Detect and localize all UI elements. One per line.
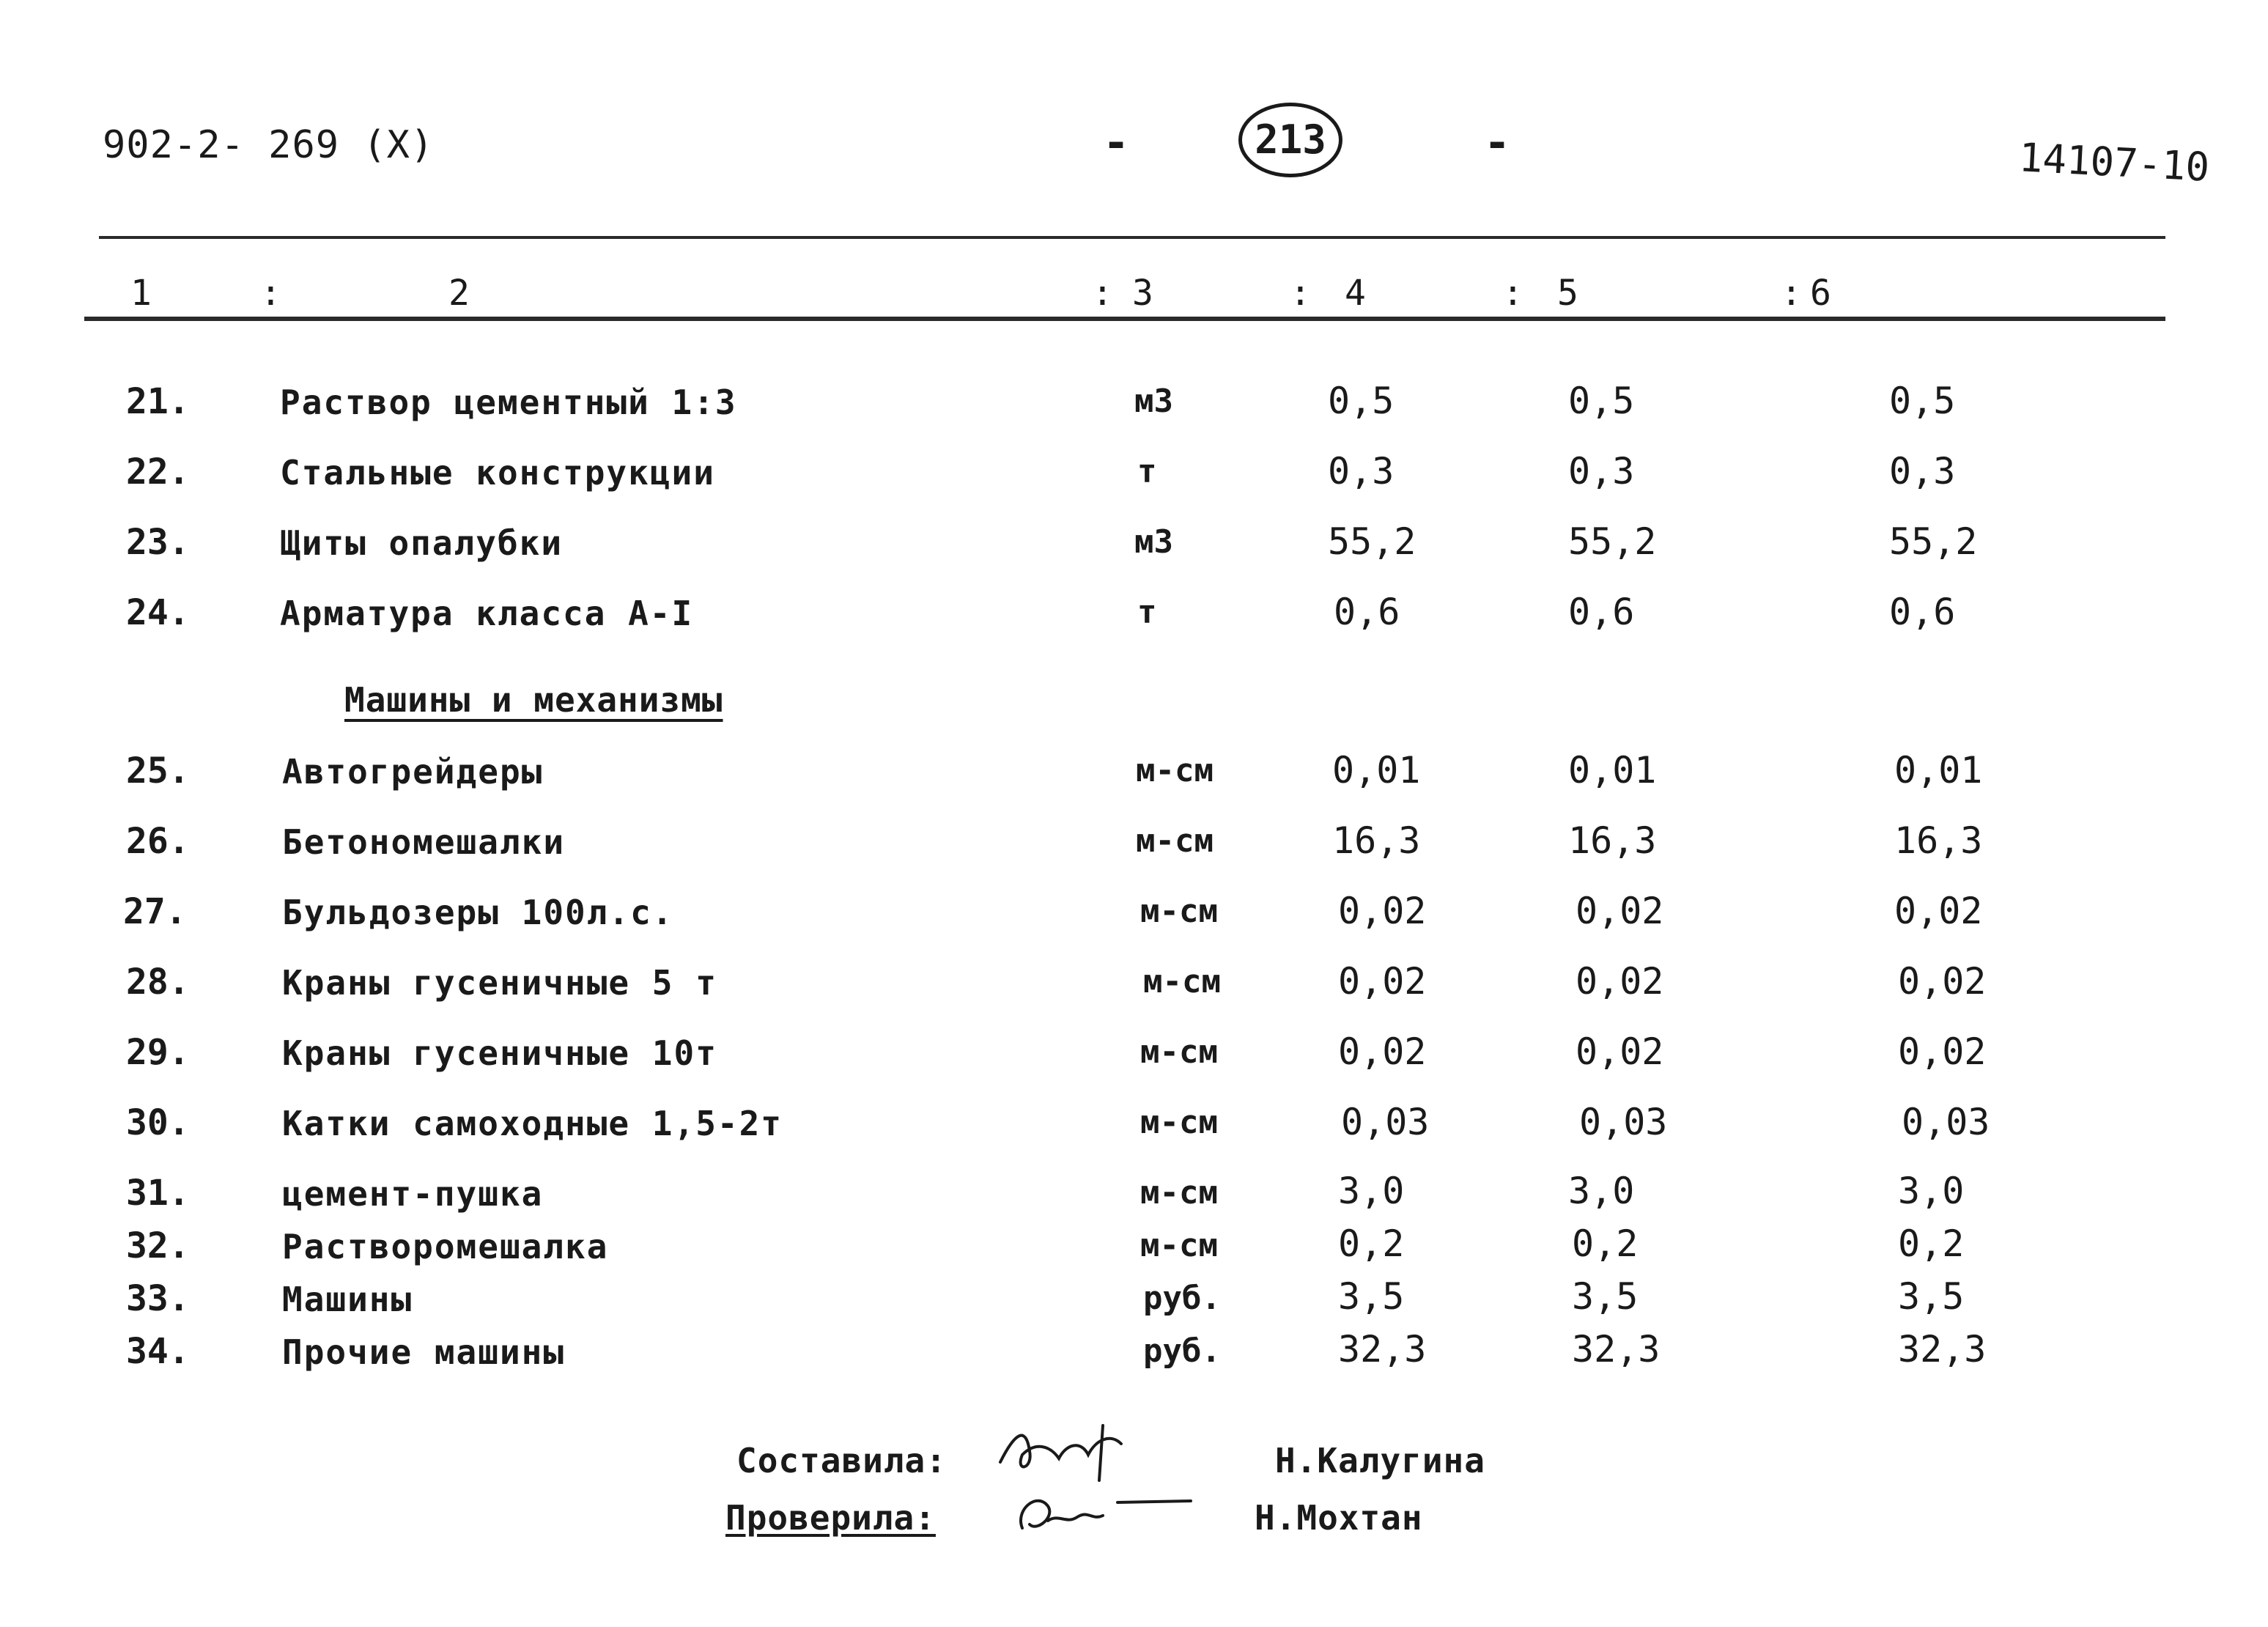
column-header-1: 1 — [130, 273, 152, 314]
row-value-col6: 0,3 — [1889, 450, 1956, 492]
row-value-col4: 32,3 — [1338, 1328, 1427, 1370]
row-value-col5: 0,03 — [1579, 1101, 1668, 1143]
row-value-col6: 0,5 — [1889, 380, 1956, 422]
column-header-2: 2 — [448, 273, 470, 314]
row-number: 21. — [126, 381, 190, 422]
row-value-col6: 55,2 — [1889, 520, 1978, 563]
row-value-col4: 0,02 — [1338, 1030, 1427, 1073]
table-header-rule — [84, 317, 2165, 321]
row-value-col6: 0,02 — [1898, 960, 1987, 1003]
row-value-col5: 0,2 — [1572, 1222, 1639, 1265]
column-separator: : — [1290, 273, 1311, 314]
row-name: Бетономешалки — [282, 822, 566, 862]
row-value-col5: 0,5 — [1568, 380, 1635, 422]
signature-name-compiled: Н.Калугина — [1275, 1441, 1485, 1480]
row-unit: м3 — [1134, 383, 1173, 420]
row-value-col4: 0,5 — [1328, 380, 1395, 422]
row-number: 29. — [126, 1032, 190, 1073]
row-value-col5: 16,3 — [1568, 819, 1657, 862]
signature-label-compiled: Составила: — [736, 1441, 947, 1480]
row-unit: м-см — [1140, 1227, 1218, 1264]
column-separator: : — [260, 273, 281, 314]
row-value-col6: 0,02 — [1898, 1030, 1987, 1073]
section-title-machines: Машины и механизмы — [344, 680, 723, 720]
row-unit: м3 — [1134, 523, 1173, 561]
signature-label-checked: Проверила: — [725, 1498, 936, 1538]
row-value-col5: 3,0 — [1568, 1170, 1635, 1212]
column-header-3: 3 — [1132, 273, 1153, 314]
row-number: 24. — [126, 592, 190, 633]
row-value-col5: 3,5 — [1572, 1275, 1639, 1318]
header-dash-right: - — [1484, 117, 1511, 169]
row-value-col6: 32,3 — [1898, 1328, 1987, 1370]
handwritten-signature-icon — [1008, 1488, 1198, 1539]
row-name: Растворомешалка — [282, 1227, 609, 1266]
row-value-col4: 16,3 — [1332, 819, 1421, 862]
row-value-col6: 0,6 — [1889, 591, 1956, 633]
row-unit: т — [1137, 594, 1157, 631]
row-value-col6: 0,02 — [1894, 890, 1983, 932]
row-value-col6: 16,3 — [1894, 819, 1983, 862]
row-name: Катки самоходные 1,5-2т — [282, 1104, 783, 1143]
row-name: Прочие машины — [282, 1332, 566, 1372]
row-unit: м-см — [1136, 752, 1214, 789]
page-number-circled: 213 — [1238, 103, 1342, 177]
handwritten-signature-icon — [993, 1418, 1139, 1484]
row-value-col5: 0,6 — [1568, 591, 1635, 633]
row-value-col5: 32,3 — [1572, 1328, 1661, 1370]
row-number: 31. — [126, 1173, 190, 1214]
row-number: 23. — [126, 522, 190, 563]
row-name: Машины — [282, 1280, 413, 1319]
row-value-col4: 0,01 — [1332, 749, 1421, 792]
row-number: 27. — [123, 891, 187, 932]
table-top-rule — [99, 236, 2165, 239]
row-unit: т — [1137, 453, 1157, 490]
row-value-col5: 0,02 — [1576, 890, 1664, 932]
row-name: Арматура класса А-I — [280, 594, 694, 633]
row-value-col4: 0,02 — [1338, 960, 1427, 1003]
row-unit: м-см — [1140, 1174, 1218, 1211]
row-value-col6: 3,0 — [1898, 1170, 1965, 1212]
row-number: 25. — [126, 750, 190, 792]
row-value-col5: 0,02 — [1576, 1030, 1664, 1073]
row-value-col4: 0,3 — [1328, 450, 1395, 492]
row-number: 22. — [126, 451, 190, 492]
column-header-5: 5 — [1557, 273, 1578, 314]
row-number: 26. — [126, 821, 190, 862]
row-value-col4: 3,5 — [1338, 1275, 1405, 1318]
row-value-col4: 0,2 — [1338, 1222, 1405, 1265]
row-value-col5: 55,2 — [1568, 520, 1657, 563]
column-separator: : — [1781, 273, 1802, 314]
sheet-number: 14107-10 — [2017, 134, 2211, 191]
row-name: Краны гусеничные 5 т — [282, 963, 717, 1003]
row-name: Краны гусеничные 10т — [282, 1033, 717, 1073]
row-value-col5: 0,01 — [1568, 749, 1657, 792]
row-value-col4: 0,03 — [1341, 1101, 1430, 1143]
row-name: Щиты опалубки — [280, 523, 564, 563]
row-value-col4: 0,02 — [1338, 890, 1427, 932]
row-unit: руб. — [1143, 1332, 1221, 1370]
row-name: Автогрейдеры — [282, 752, 544, 792]
row-number: 30. — [126, 1102, 190, 1143]
row-name: Стальные конструкции — [280, 453, 715, 492]
row-unit: м-см — [1143, 963, 1221, 1000]
row-value-col6: 0,03 — [1902, 1101, 1990, 1143]
row-value-col5: 0,3 — [1568, 450, 1635, 492]
row-value-col6: 0,01 — [1894, 749, 1983, 792]
row-value-col6: 0,2 — [1898, 1222, 1965, 1265]
row-unit: м-см — [1140, 1104, 1218, 1141]
row-value-col4: 0,6 — [1334, 591, 1400, 633]
row-number: 33. — [126, 1278, 190, 1319]
column-separator: : — [1502, 273, 1523, 314]
row-number: 28. — [126, 962, 190, 1003]
row-unit: руб. — [1143, 1280, 1221, 1317]
row-unit: м-см — [1140, 893, 1218, 930]
row-name: цемент-пушка — [282, 1174, 544, 1214]
signature-name-checked: Н.Мохтан — [1255, 1498, 1423, 1538]
row-name: Раствор цементный 1:3 — [280, 383, 737, 422]
column-separator: : — [1092, 273, 1113, 314]
row-unit: м-см — [1140, 1033, 1218, 1071]
row-number: 32. — [126, 1225, 190, 1266]
header-dash-left: - — [1103, 117, 1130, 169]
document-code: 902-2- 269 (X) — [103, 123, 435, 167]
row-value-col4: 3,0 — [1338, 1170, 1405, 1212]
row-value-col4: 55,2 — [1328, 520, 1416, 563]
column-header-6: 6 — [1810, 273, 1831, 314]
row-unit: м-см — [1136, 822, 1214, 860]
column-header-4: 4 — [1345, 273, 1366, 314]
row-value-col5: 0,02 — [1576, 960, 1664, 1003]
row-value-col6: 3,5 — [1898, 1275, 1965, 1318]
row-number: 34. — [126, 1331, 190, 1372]
row-name: Бульдозеры 100л.с. — [282, 893, 674, 932]
